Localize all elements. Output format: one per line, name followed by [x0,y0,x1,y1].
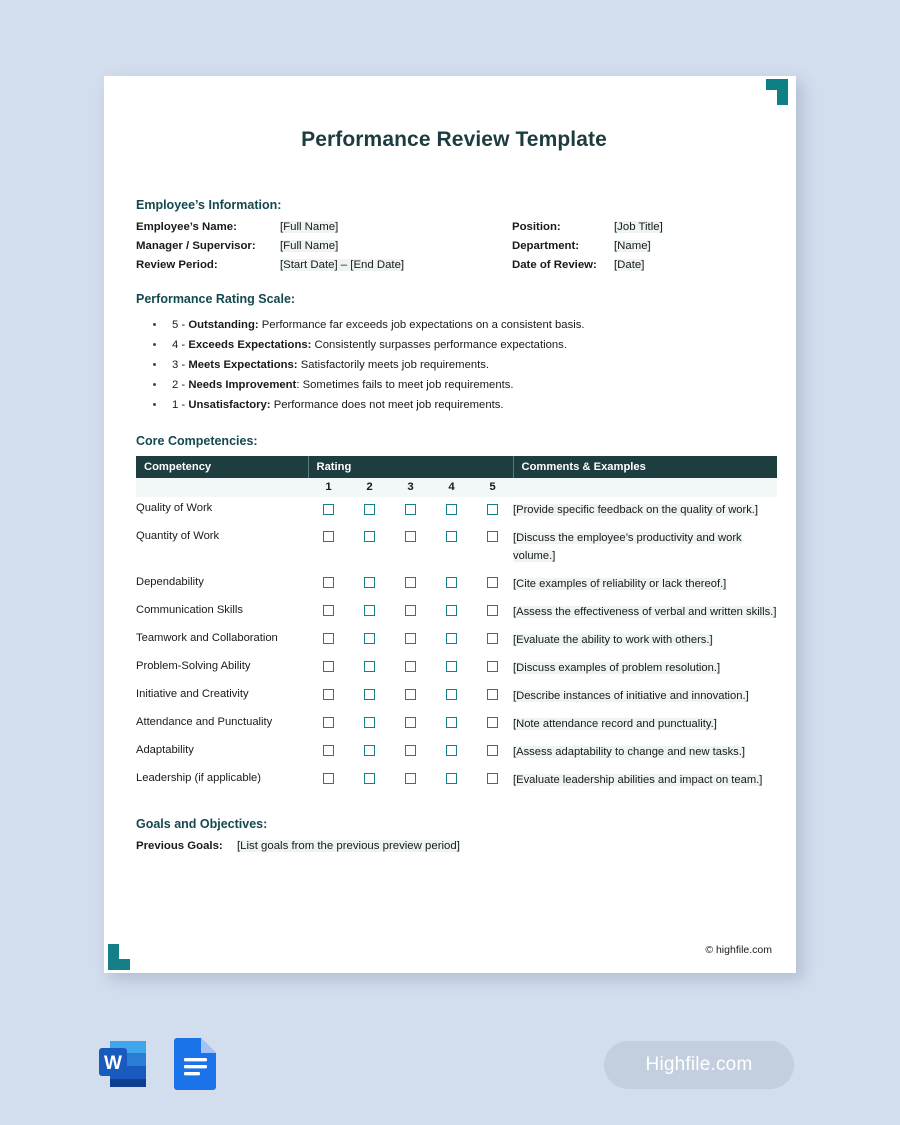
goals-and-objectives-section [136,817,772,852]
manager-supervisor-value: [Full Name] [280,240,339,252]
rating-checkbox-4[interactable] [431,599,472,627]
checkbox-icon[interactable] [446,773,457,784]
competency-name: Teamwork and Collaboration [136,632,278,645]
rating-checkbox-4[interactable] [431,767,472,795]
list-item: • 2 - Needs Improvement: Sometimes fails to meet job requirements. [166,375,772,395]
rating-number-comments-spacer [513,478,777,497]
table-row [136,627,777,655]
rating-checkbox-1[interactable] [308,599,349,627]
rating-checkbox-2[interactable] [349,767,390,795]
rating-checkbox-5[interactable] [472,711,513,739]
rating-checkbox-2[interactable] [349,497,390,525]
rating-checkbox-2[interactable] [349,627,390,655]
competency-name: Leadership (if applicable) [136,771,262,784]
position-value: [Job Title] [614,221,663,233]
previous-goals-value: [List goals from the previous preview period] [237,839,460,852]
checkbox-icon[interactable] [364,605,375,616]
rating-checkbox-5[interactable] [472,767,513,795]
checkbox-icon[interactable] [446,689,457,700]
table-row [136,683,777,711]
competency-name: Quantity of Work [136,530,220,543]
checkbox-icon[interactable] [487,605,498,616]
checkbox-icon[interactable] [487,689,498,700]
table-row [136,571,777,599]
rating-checkbox-2[interactable] [349,739,390,767]
competency-comment[interactable]: [Cite examples of reliability or lack thereof.] [513,578,727,591]
highfile-brand-label: Highfile.com [645,1054,753,1075]
checkbox-icon[interactable] [446,577,457,588]
checkbox-icon[interactable] [405,717,416,728]
rating-checkbox-3[interactable] [390,711,431,739]
highfile-brand-button[interactable] [604,1041,794,1089]
checkbox-icon[interactable] [405,745,416,756]
core-competencies-heading: Core Competencies: [136,434,258,449]
checkbox-icon[interactable] [487,717,498,728]
rating-number-3: 3 [390,478,431,497]
page-title: Performance Review Template [301,128,607,151]
checkbox-icon[interactable] [323,717,334,728]
rating-checkbox-3[interactable] [390,599,431,627]
goals-and-objectives-heading: Goals and Objectives: [136,816,268,831]
rating-checkbox-5[interactable] [472,571,513,599]
list-item: • 1 - Unsatisfactory: Performance does not meet job requirements. [166,395,772,415]
checkbox-icon[interactable] [405,577,416,588]
checkbox-icon[interactable] [405,633,416,644]
review-period-value: [Start Date] – [End Date] [280,259,405,271]
employee-name-label: Employee’s Name: [136,221,237,233]
rating-number-row [136,478,777,497]
competency-comment[interactable]: [Discuss the employee’s productivity and work volume.] [513,532,742,563]
checkbox-icon[interactable] [364,773,375,784]
google-docs-icon[interactable] [171,1035,220,1093]
rating-checkbox-5[interactable] [472,525,513,571]
table-row [136,767,777,795]
rating-checkbox-2[interactable] [349,599,390,627]
rating-checkbox-5[interactable] [472,683,513,711]
checkbox-icon[interactable] [364,689,375,700]
checkbox-icon[interactable] [364,531,375,542]
core-competencies-section [136,434,777,794]
rating-checkbox-5[interactable] [472,627,513,655]
competency-name: Dependability [136,576,204,589]
rating-checkbox-5[interactable] [472,599,513,627]
performance-rating-scale-section [136,292,772,415]
rating-checkbox-3[interactable] [390,525,431,571]
checkbox-icon[interactable] [487,745,498,756]
rating-checkbox-2[interactable] [349,655,390,683]
checkbox-icon[interactable] [405,773,416,784]
column-header-rating: Rating [308,456,513,478]
employee-name-value: [Full Name] [280,221,339,233]
competency-comment[interactable]: [Provide specific feedback on the quality of work.] [513,504,759,517]
table-row [136,739,777,767]
rating-checkbox-1[interactable] [308,525,349,571]
list-item: • 3 - Meets Expectations: Satisfactorily meets job requirements. [166,355,772,375]
list-item: • 5 - Outstanding: Performance far exceeds job expectations on a consistent basis. [166,315,772,335]
manager-supervisor-label: Manager / Supervisor: [136,240,256,252]
core-competencies-body [136,497,777,794]
employee-information-heading: Employee’s Information: [136,198,282,212]
checkbox-icon[interactable] [405,661,416,672]
review-period-label: Review Period: [136,259,218,271]
checkbox-icon[interactable] [323,661,334,672]
department-label: Department: [512,240,580,252]
rating-checkbox-5[interactable] [472,739,513,767]
checkbox-icon[interactable] [487,504,498,515]
rating-checkbox-3[interactable] [390,739,431,767]
department-value: [Name] [614,240,651,252]
checkbox-icon[interactable] [323,689,334,700]
rating-checkbox-4[interactable] [431,525,472,571]
checkbox-icon[interactable] [323,504,334,515]
rating-checkbox-3[interactable] [390,627,431,655]
rating-number-5: 5 [472,478,513,497]
table-row [136,497,777,525]
table-row [136,655,777,683]
checkbox-icon[interactable] [323,745,334,756]
rating-checkbox-3[interactable] [390,683,431,711]
microsoft-word-icon[interactable] [96,1035,154,1093]
rating-checkbox-2[interactable] [349,571,390,599]
rating-checkbox-1[interactable] [308,711,349,739]
checkbox-icon[interactable] [364,661,375,672]
checkbox-icon[interactable] [487,773,498,784]
date-of-review-value: [Date] [614,259,645,271]
core-competencies-table [136,456,777,794]
table-row [136,711,777,739]
table-row [136,525,777,571]
checkbox-icon[interactable] [405,689,416,700]
competency-comment[interactable]: [Assess adaptability to change and new tasks.] [513,745,745,758]
rating-checkbox-1[interactable] [308,627,349,655]
rating-checkbox-4[interactable] [431,739,472,767]
rating-checkbox-4[interactable] [431,497,472,525]
rating-checkbox-5[interactable] [472,655,513,683]
rating-number-1: 1 [308,478,349,497]
checkbox-icon[interactable] [364,745,375,756]
competency-name: Attendance and Punctuality [136,715,273,728]
rating-checkbox-4[interactable] [431,627,472,655]
checkbox-icon[interactable] [364,504,375,515]
competency-name: Adaptability [136,743,194,756]
rating-checkbox-1[interactable] [308,683,349,711]
previous-goals-label: Previous Goals: [136,839,223,852]
rating-number-4: 4 [431,478,472,497]
rating-checkbox-1[interactable] [308,739,349,767]
position-label: Position: [512,221,561,233]
column-header-comments: Comments & Examples [513,456,777,478]
checkbox-icon[interactable] [446,745,457,756]
rating-checkbox-3[interactable] [390,767,431,795]
checkbox-icon[interactable] [323,577,334,588]
table-row [136,599,777,627]
competency-comment[interactable]: [Note attendance record and punctuality.] [513,717,717,730]
checkbox-icon[interactable] [405,531,416,542]
competency-comment[interactable]: [Discuss examples of problem resolution.] [513,662,721,674]
corner-bracket-bottom-left-icon [108,944,130,970]
rating-checkbox-4[interactable] [431,571,472,599]
checkbox-icon[interactable] [446,717,457,728]
rating-number-2: 2 [349,478,390,497]
rating-scale-list [136,315,772,415]
checkbox-icon[interactable] [405,605,416,616]
rating-checkbox-4[interactable] [431,711,472,739]
rating-checkbox-3[interactable] [390,655,431,683]
rating-checkbox-4[interactable] [431,655,472,683]
download-format-icons [96,1035,220,1093]
rating-checkbox-1[interactable] [308,571,349,599]
checkbox-icon[interactable] [323,773,334,784]
checkbox-icon[interactable] [487,661,498,672]
rating-checkbox-3[interactable] [390,497,431,525]
checkbox-icon[interactable] [446,661,457,672]
competency-comment[interactable]: [Describe instances of initiative and innovation.] [513,689,749,702]
rating-checkbox-2[interactable] [349,683,390,711]
rating-checkbox-2[interactable] [349,525,390,571]
competency-comment[interactable]: [Evaluate the ability to work with others.] [513,634,713,647]
svg-text:W: W [104,1053,122,1074]
checkbox-icon[interactable] [487,633,498,644]
checkbox-icon[interactable] [487,577,498,588]
document-sheet [104,76,796,973]
checkbox-icon[interactable] [446,531,457,542]
previous-goals-row [136,840,772,852]
competency-name: Initiative and Creativity [136,687,249,700]
checkbox-icon[interactable] [364,633,375,644]
competency-comment[interactable]: [Evaluate leadership abilities and impact on team.] [513,773,763,786]
document-footer-copyright: © highfile.com [705,944,772,956]
performance-rating-scale-heading: Performance Rating Scale: [136,292,296,306]
checkbox-icon[interactable] [446,605,457,616]
rating-checkbox-2[interactable] [349,711,390,739]
checkbox-icon[interactable] [364,577,375,588]
employee-information-section [136,198,772,271]
rating-checkbox-1[interactable] [308,655,349,683]
checkbox-icon[interactable] [323,531,334,542]
column-header-competency: Competency [136,456,308,478]
rating-checkbox-4[interactable] [431,683,472,711]
checkbox-icon[interactable] [446,504,457,515]
table-header-row [136,456,777,478]
checkbox-icon[interactable] [446,633,457,644]
list-item: • 4 - Exceeds Expectations: Consistently surpasses performance expectations. [166,335,772,355]
checkbox-icon[interactable] [487,531,498,542]
rating-number-spacer [136,478,308,497]
checkbox-icon[interactable] [323,605,334,616]
rating-checkbox-5[interactable] [472,497,513,525]
rating-checkbox-3[interactable] [390,571,431,599]
checkbox-icon[interactable] [323,633,334,644]
employee-information-grid [136,221,772,271]
competency-comment[interactable]: [Assess the effectiveness of verbal and written skills.] [513,606,777,619]
rating-checkbox-1[interactable] [308,767,349,795]
rating-checkbox-1[interactable] [308,497,349,525]
competency-name: Problem-Solving Ability [136,660,251,672]
checkbox-icon[interactable] [405,504,416,515]
competency-name: Communication Skills [136,604,243,617]
checkbox-icon[interactable] [364,717,375,728]
competency-name: Quality of Work [136,502,213,515]
date-of-review-label: Date of Review: [512,259,597,271]
